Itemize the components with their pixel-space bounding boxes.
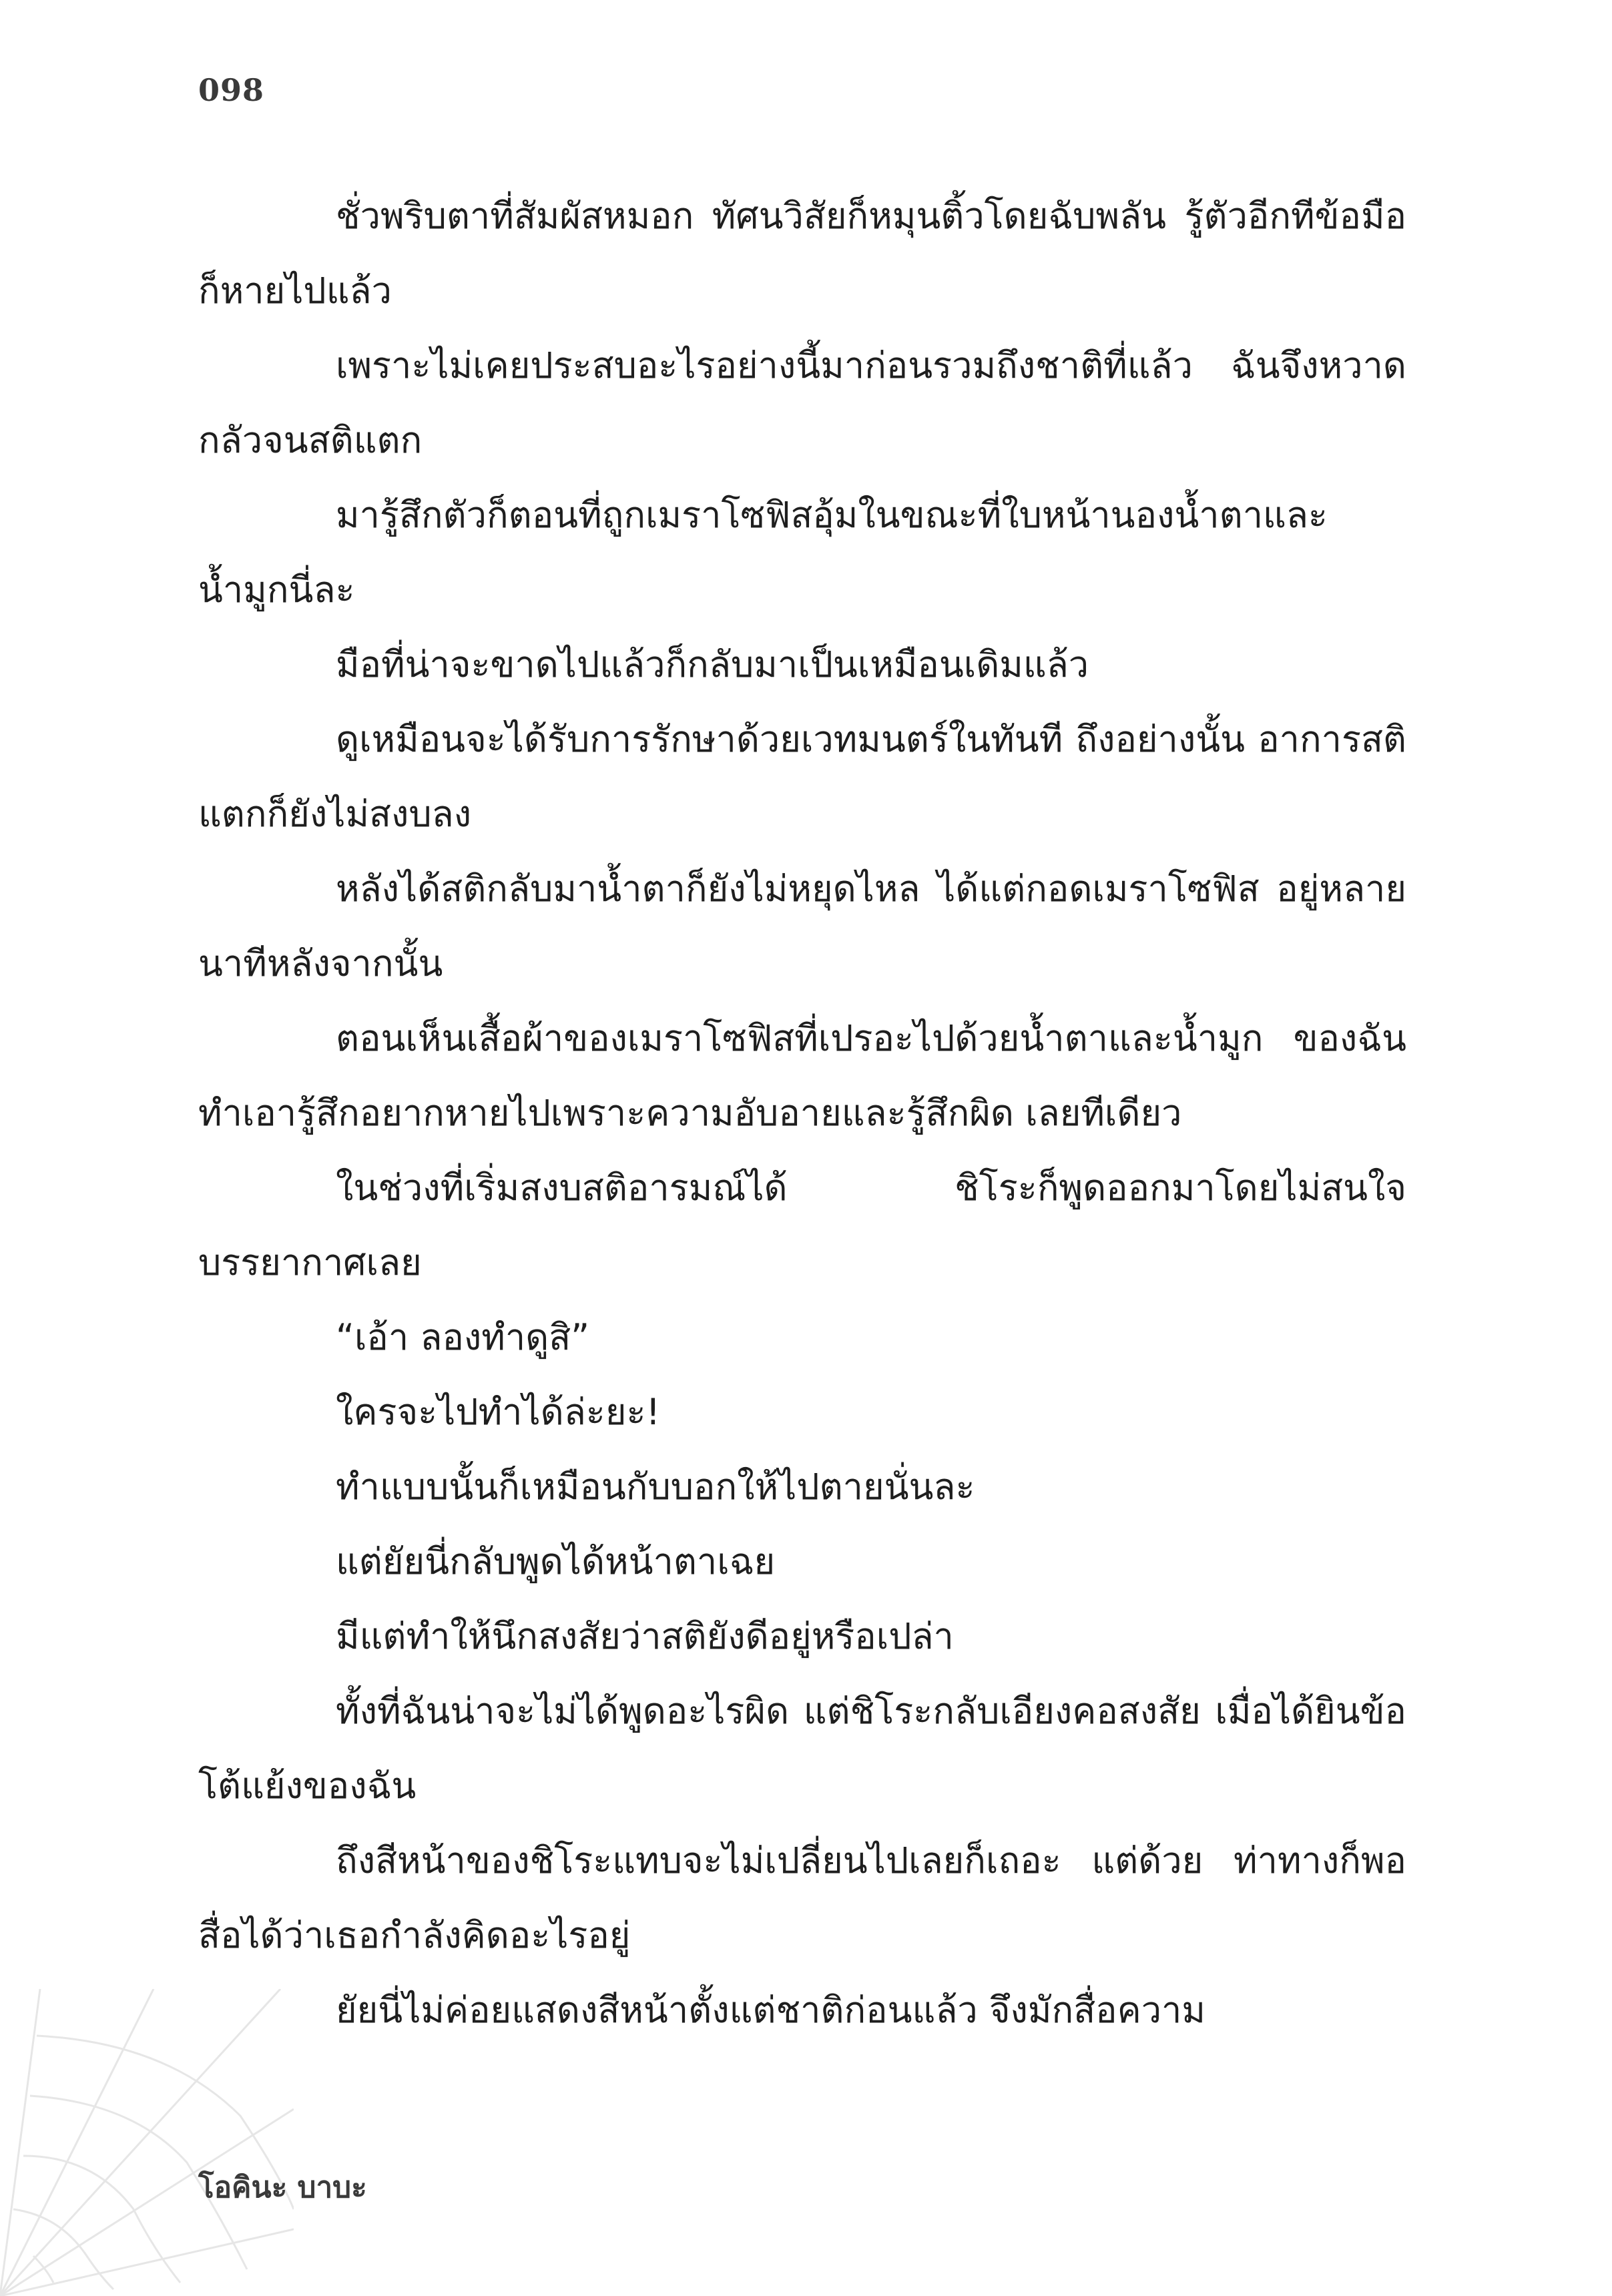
page-number: 098 bbox=[198, 72, 265, 108]
paragraph: มีแต่ทำให้นึกสงสัยว่าสติยังดีอยู่หรือเปล่า bbox=[336, 1615, 954, 1657]
paragraph: ทำแบบนั้นก็เหมือนกับบอกให้ไปตายนั่นละ bbox=[336, 1466, 975, 1508]
paragraph: ตอนเห็นเสื้อผ้าของเมราโซฟิสที่เปรอะไปด้วยน้ำตาและน้ำมูก ของฉัน ทำเอารู้สึกอยากหายไปเพราะความอับอายและรู้สึกผิด เลยทีเดียว bbox=[198, 1017, 1406, 1134]
book-title: โอคินะ บาบะ bbox=[198, 2171, 367, 2205]
spider-web-decoration bbox=[0, 1989, 294, 2296]
paragraph: ยัยนี่ไม่ค่อยแสดงสีหน้าตั้งแต่ชาติก่อนแล้ว จึงมักสื่อความ bbox=[336, 1989, 1205, 2031]
paragraph: ในช่วงที่เริ่มสงบสติอารมณ์ได้ ชิโระก็พูดออกมาโดยไม่สนใจ บรรยากาศเลย bbox=[198, 1167, 1406, 1283]
paragraph: ทั้งที่ฉันน่าจะไม่ได้พูดอะไรผิด แต่ชิโระกลับเอียงคอสงสัย เมื่อได้ยินข้อโต้แย้งของฉัน bbox=[198, 1690, 1406, 1807]
paragraph: “เอ้า ลองทำดูสิ” bbox=[336, 1316, 590, 1358]
paragraph: ดูเหมือนจะได้รับการรักษาด้วยเวทมนตร์ในทันที ถึงอย่างนั้น อาการสติแตกก็ยังไม่สงบลง bbox=[198, 718, 1406, 835]
paragraph: ใครจะไปทำได้ล่ะยะ! bbox=[336, 1391, 661, 1433]
paragraph: ชั่วพริบตาที่สัมผัสหมอก ทัศนวิสัยก็หมุนติ้วโดยฉับพลัน รู้ตัวอีกทีข้อมือก็หายไปแล้ว bbox=[198, 195, 1406, 312]
body-text bbox=[198, 179, 1406, 2048]
paragraph: มือที่น่าจะขาดไปแล้วก็กลับมาเป็นเหมือนเดิมแล้ว bbox=[336, 643, 1089, 685]
paragraph: แต่ยัยนี่กลับพูดได้หน้าตาเฉย bbox=[336, 1540, 776, 1583]
paragraph: มารู้สึกตัวก็ตอนที่ถูกเมราโซฟิสอุ้มในขณะที่ใบหน้านองน้ำตาและน้ำมูกนี่ละ bbox=[198, 494, 1328, 611]
paragraph: หลังได้สติกลับมาน้ำตาก็ยังไม่หยุดไหล ได้แต่กอดเมราโซฟิส อยู่หลายนาทีหลังจากนั้น bbox=[198, 868, 1406, 984]
paragraph: เพราะไม่เคยประสบอะไรอย่างนี้มาก่อนรวมถึงชาติที่แล้ว ฉันจึงหวาดกลัวจนสติแตก bbox=[198, 344, 1406, 461]
paragraph: ถึงสีหน้าของชิโระแทบจะไม่เปลี่ยนไปเลยก็เถอะ แต่ด้วย ท่าทางก็พอสื่อได้ว่าเธอกำลังคิดอะไรอยู่ bbox=[198, 1839, 1406, 1956]
